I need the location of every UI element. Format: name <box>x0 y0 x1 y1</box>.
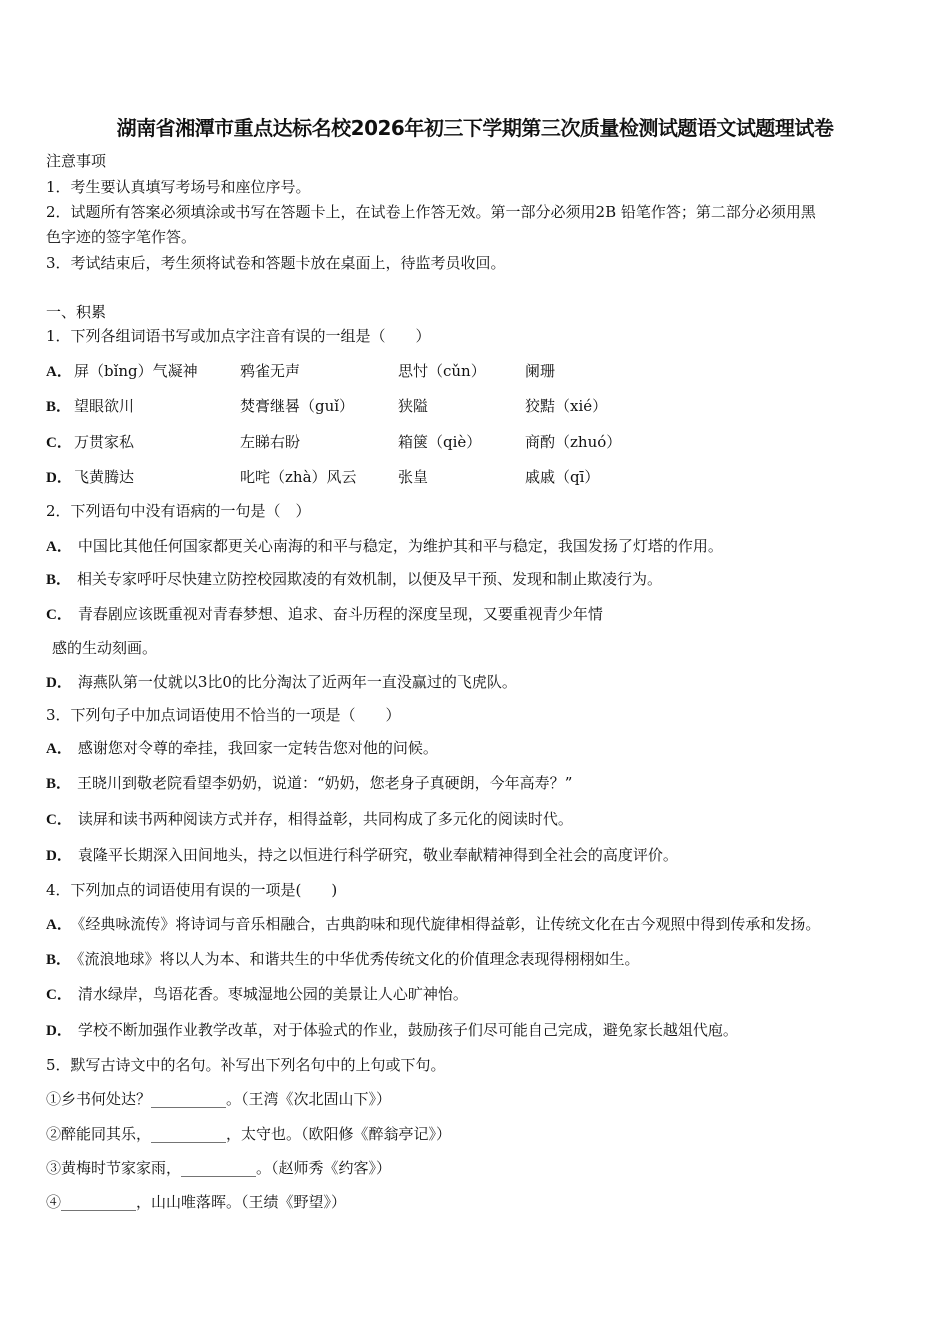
option-text: 《流浪地球》将以人为本、和谐共生的中华优秀传统文化的价值理念表现得栩栩如生。 <box>77 950 640 968</box>
option <box>46 773 572 794</box>
option-label: D． <box>46 675 72 691</box>
option-text: 感的生动刻画。 <box>52 639 158 657</box>
option-word: 戚戚（qī） <box>525 468 600 486</box>
option-label: B． <box>46 952 72 968</box>
option-word: 箱箧（qiè） <box>398 433 482 451</box>
option-word: 商酌（zhuó） <box>525 433 622 451</box>
option-label: C． <box>46 607 72 623</box>
option <box>46 984 468 1005</box>
option <box>46 949 640 970</box>
note-item: 1．考生要认真填写考场号和座位序号。 <box>46 178 311 196</box>
option-word: 万贯家私 <box>74 433 135 451</box>
option-text: 相关专家呼吁尽快建立防控校园欺凌的有效机制，以便及早干预、发现和制止欺凌行为。 <box>77 570 663 588</box>
option-text: 青春剧应该既重视对青春梦想、追求、奋斗历程的深度呈现，又要重视青少年情 <box>77 605 603 623</box>
fill-blank-item: ④__________，山山唯落晖。（王绩《野望》） <box>46 1193 347 1211</box>
option <box>46 638 157 659</box>
option-label: A． <box>46 364 72 380</box>
option <box>46 1020 738 1041</box>
option-label: A． <box>46 917 72 933</box>
option-word: 叱咤（zhà）风云 <box>240 468 357 486</box>
note-item: 2．试题所有答案必须填涂或书写在答题卡上，在试卷上作答无效。第一部分必须用2B 铅笔作答；第二部分必须用黑 <box>46 203 816 221</box>
option-label: A． <box>46 741 72 757</box>
option-word: 思忖（cǔn） <box>398 362 486 380</box>
option-label: B． <box>46 399 72 415</box>
option-text: 清水绿岸，鸟语花香。枣城湿地公园的美景让人心旷神怡。 <box>77 985 468 1003</box>
notes-heading: 注意事项 <box>46 152 107 170</box>
option-label: D． <box>46 470 72 486</box>
option <box>46 536 723 557</box>
option-label: B． <box>46 776 72 792</box>
option <box>46 845 678 866</box>
option-word: 阑珊 <box>525 362 556 380</box>
option-word: 左睇右盼 <box>240 433 301 451</box>
option-label: D． <box>46 1023 72 1039</box>
option-word: 望眼欲川 <box>74 397 135 415</box>
section-heading: 一、积累 <box>46 303 107 321</box>
note-item: 3．考试结束后，考生须将试卷和答题卡放在桌面上，待监考员收回。 <box>46 254 506 272</box>
option-label: A． <box>46 539 72 555</box>
option-label: C． <box>46 812 72 828</box>
fill-blank-item: ③黄梅时节家家雨，__________。（赵师秀《约客》） <box>46 1159 392 1177</box>
option-label: D． <box>46 848 72 864</box>
page-title: 湖南省湘潭市重点达标名校2026年初三下学期第三次质量检测试题语文试题理试卷 <box>116 116 834 140</box>
option-text: 海燕队第一仗就以3比0的比分淘汰了近两年一直没赢过的飞虎队。 <box>77 673 517 691</box>
option-text: 读屏和读书两种阅读方式并存，相得益彰，共同构成了多元化的阅读时代。 <box>77 810 573 828</box>
option <box>46 738 438 759</box>
option-label: C． <box>46 435 72 451</box>
option-text: 王晓川到敬老院看望李奶奶，说道：“奶奶，您老身子真硬朗，今年高寿？” <box>77 774 573 792</box>
option-text: 袁隆平长期深入田间地头，持之以恒进行科学研究，敬业奉献精神得到全社会的高度评价。 <box>77 846 678 864</box>
fill-blank-item: ②醉能同其乐，__________，太守也。（欧阳修《醉翁亭记》） <box>46 1125 452 1143</box>
question-5-stem: 5．默写古诗文中的名句。补写出下列名句中的上句或下句。 <box>46 1056 446 1074</box>
fill-blank-item: ①乡书何处达？__________。（王湾《次北固山下》） <box>46 1090 392 1108</box>
option-text: 感谢您对令尊的牵挂，我回家一定转告您对他的问候。 <box>77 739 438 757</box>
option <box>46 809 573 830</box>
question-1-stem: 1．下列各组词语书写或加点字注音有误的一组是（ ） <box>46 327 431 345</box>
option-word: 鸦雀无声 <box>240 362 301 380</box>
option-word: 狭隘 <box>398 397 429 415</box>
option-word: 狡黠（xié） <box>525 397 608 415</box>
option <box>46 914 820 935</box>
option-text: 中国比其他任何国家都更关心南海的和平与稳定，为维护其和平与稳定，我国发扬了灯塔的作用。 <box>77 537 723 555</box>
option-word: 张皇 <box>398 468 429 486</box>
option-label: C． <box>46 987 72 1003</box>
option-text: 学校不断加强作业教学改革，对于体验式的作业，鼓励孩子们尽可能自己完成，避免家长越俎代庖。 <box>77 1021 738 1039</box>
option <box>46 604 603 625</box>
option-label: B． <box>46 572 72 588</box>
option-word: 飞黄腾达 <box>74 468 135 486</box>
option-text: 《经典咏流传》将诗词与音乐相融合，古典韵味和现代旋律相得益彰，让传统文化在古今观照中得到传承和发扬。 <box>77 915 821 933</box>
option-word: 焚膏继晷（guǐ） <box>240 397 355 415</box>
note-item: 色字迹的签字笔作答。 <box>46 228 197 246</box>
option <box>46 569 662 590</box>
option-word: 屏（bǐng）气凝神 <box>74 362 198 380</box>
question-2-stem: 2．下列语句中没有语病的一句是（ ） <box>46 502 311 520</box>
question-4-stem: 4．下列加点的词语使用有误的一项是( ) <box>46 881 338 899</box>
question-3-stem: 3．下列句子中加点词语使用不恰当的一项是（ ） <box>46 706 401 724</box>
option <box>46 672 517 693</box>
